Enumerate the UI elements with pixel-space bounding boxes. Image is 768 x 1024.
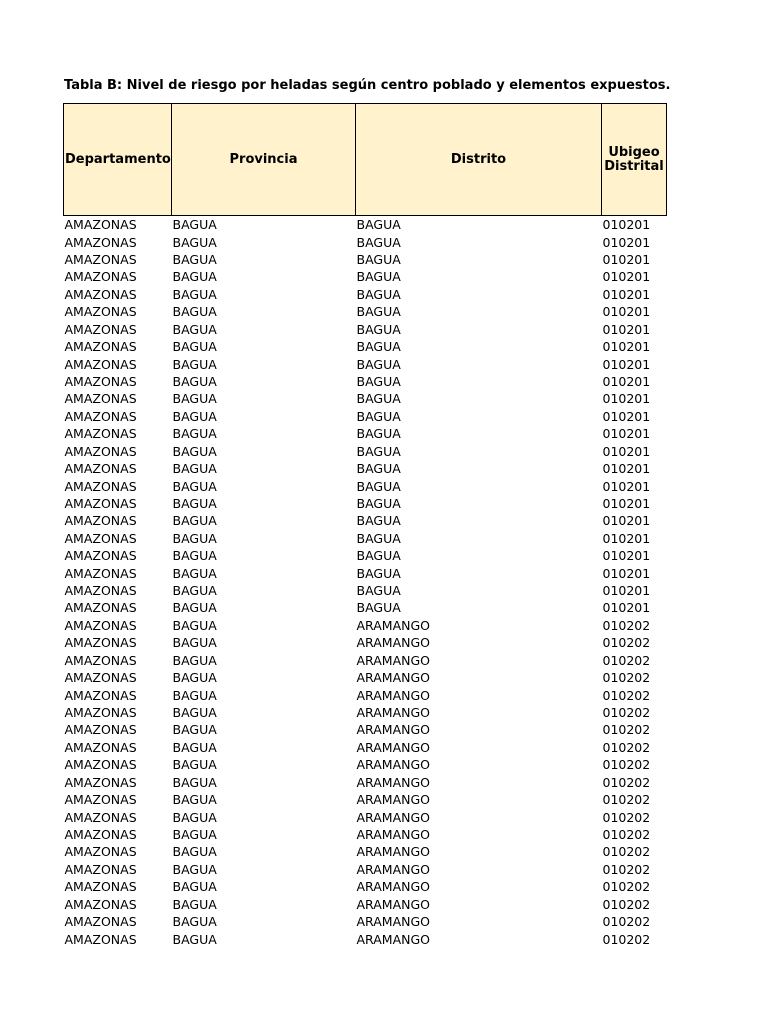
- cell-ubigeo: 010202: [602, 635, 651, 651]
- cell-distrito: BAGUA: [356, 461, 401, 477]
- cell-provincia: BAGUA: [172, 652, 217, 668]
- cell-ubigeo: 010201: [602, 443, 651, 459]
- cell-distrito: BAGUA: [356, 339, 401, 355]
- cell-distrito: ARAMANGO: [356, 896, 430, 912]
- cell-departamento: AMAZONAS: [64, 269, 137, 285]
- cell-provincia: BAGUA: [172, 914, 217, 930]
- cell-provincia: BAGUA: [172, 809, 217, 825]
- cell-departamento: AMAZONAS: [64, 687, 137, 703]
- cell-departamento: AMAZONAS: [64, 391, 137, 407]
- table-row: [64, 704, 667, 721]
- cell-departamento: AMAZONAS: [64, 548, 137, 564]
- cell-departamento: AMAZONAS: [64, 513, 137, 529]
- cell-ubigeo: 010201: [602, 548, 651, 564]
- header-ubigeo: Ubigeo Distrital: [602, 104, 667, 216]
- cell-distrito: BAGUA: [356, 304, 401, 320]
- header-departamento: Departamento: [64, 104, 172, 216]
- cell-distrito: ARAMANGO: [356, 635, 430, 651]
- table-row: [64, 808, 667, 825]
- cell-distrito: BAGUA: [356, 513, 401, 529]
- cell-provincia: BAGUA: [172, 495, 217, 511]
- cell-departamento: AMAZONAS: [64, 757, 137, 773]
- table-row: [64, 303, 667, 320]
- cell-distrito: ARAMANGO: [356, 792, 430, 808]
- cell-provincia: BAGUA: [172, 705, 217, 721]
- cell-distrito: BAGUA: [356, 217, 401, 233]
- cell-departamento: AMAZONAS: [64, 914, 137, 930]
- cell-provincia: BAGUA: [172, 617, 217, 633]
- cell-distrito: BAGUA: [356, 548, 401, 564]
- cell-provincia: BAGUA: [172, 757, 217, 773]
- table-row: [64, 686, 667, 703]
- table-row: [64, 599, 667, 616]
- cell-ubigeo: 010201: [602, 269, 651, 285]
- table-row: [64, 390, 667, 407]
- cell-departamento: AMAZONAS: [64, 304, 137, 320]
- cell-departamento: AMAZONAS: [64, 652, 137, 668]
- cell-provincia: BAGUA: [172, 286, 217, 302]
- cell-distrito: BAGUA: [356, 565, 401, 581]
- cell-departamento: AMAZONAS: [64, 426, 137, 442]
- table-row: [64, 861, 667, 878]
- cell-provincia: BAGUA: [172, 879, 217, 895]
- cell-provincia: BAGUA: [172, 670, 217, 686]
- cell-departamento: AMAZONAS: [64, 600, 137, 616]
- cell-ubigeo: 010201: [602, 530, 651, 546]
- cell-ubigeo: 010201: [602, 252, 651, 268]
- cell-provincia: BAGUA: [172, 931, 217, 947]
- cell-distrito: BAGUA: [356, 374, 401, 389]
- cell-provincia: BAGUA: [172, 774, 217, 790]
- header-provincia: Provincia: [172, 104, 356, 216]
- cell-provincia: BAGUA: [172, 304, 217, 320]
- cell-provincia: BAGUA: [172, 548, 217, 564]
- cell-provincia: BAGUA: [172, 722, 217, 738]
- table-row: [64, 338, 667, 355]
- cell-departamento: AMAZONAS: [64, 461, 137, 477]
- cell-provincia: BAGUA: [172, 844, 217, 860]
- table-row: [64, 721, 667, 738]
- cell-departamento: AMAZONAS: [64, 583, 137, 599]
- cell-distrito: BAGUA: [356, 234, 401, 250]
- cell-distrito: BAGUA: [356, 269, 401, 285]
- cell-ubigeo: 010201: [602, 304, 651, 320]
- table-header-row: [64, 104, 667, 216]
- risk-table: [63, 103, 667, 948]
- cell-ubigeo: 010202: [602, 879, 651, 895]
- cell-ubigeo: 010201: [602, 426, 651, 442]
- table-body: [64, 216, 667, 948]
- table-row: [64, 216, 667, 234]
- cell-distrito: ARAMANGO: [356, 670, 430, 686]
- table-row: [64, 530, 667, 547]
- cell-ubigeo: 010202: [602, 896, 651, 912]
- cell-distrito: BAGUA: [356, 356, 401, 372]
- table-row: [64, 442, 667, 459]
- cell-distrito: ARAMANGO: [356, 931, 430, 947]
- table-row: [64, 756, 667, 773]
- cell-departamento: AMAZONAS: [64, 286, 137, 302]
- cell-departamento: AMAZONAS: [64, 809, 137, 825]
- cell-ubigeo: 010201: [602, 234, 651, 250]
- table-row: [64, 634, 667, 651]
- cell-distrito: BAGUA: [356, 478, 401, 494]
- cell-distrito: BAGUA: [356, 583, 401, 599]
- table-row: [64, 774, 667, 791]
- cell-distrito: ARAMANGO: [356, 705, 430, 721]
- cell-ubigeo: 010201: [602, 600, 651, 616]
- cell-ubigeo: 010202: [602, 617, 651, 633]
- table-row: [64, 373, 667, 390]
- cell-ubigeo: 010202: [602, 931, 651, 947]
- cell-ubigeo: 010202: [602, 826, 651, 842]
- table-row: [64, 895, 667, 912]
- table-row: [64, 617, 667, 634]
- cell-departamento: AMAZONAS: [64, 635, 137, 651]
- cell-ubigeo: 010201: [602, 286, 651, 302]
- cell-departamento: AMAZONAS: [64, 792, 137, 808]
- cell-distrito: ARAMANGO: [356, 617, 430, 633]
- table-row: [64, 233, 667, 250]
- cell-departamento: AMAZONAS: [64, 530, 137, 546]
- cell-ubigeo: 010202: [602, 774, 651, 790]
- cell-provincia: BAGUA: [172, 687, 217, 703]
- cell-distrito: ARAMANGO: [356, 722, 430, 738]
- table-row: [64, 408, 667, 425]
- cell-ubigeo: 010201: [602, 321, 651, 337]
- cell-departamento: AMAZONAS: [64, 861, 137, 877]
- cell-departamento: AMAZONAS: [64, 252, 137, 268]
- table-row: [64, 878, 667, 895]
- table-row: [64, 495, 667, 512]
- cell-distrito: BAGUA: [356, 426, 401, 442]
- cell-ubigeo: 010202: [602, 757, 651, 773]
- cell-ubigeo: 010202: [602, 914, 651, 930]
- table-row: [64, 425, 667, 442]
- cell-provincia: BAGUA: [172, 826, 217, 842]
- cell-ubigeo: 010201: [602, 478, 651, 494]
- cell-distrito: ARAMANGO: [356, 774, 430, 790]
- cell-ubigeo: 010201: [602, 513, 651, 529]
- cell-ubigeo: 010202: [602, 809, 651, 825]
- cell-provincia: BAGUA: [172, 461, 217, 477]
- header-distrito: Distrito: [356, 104, 602, 216]
- table-row: [64, 512, 667, 529]
- cell-distrito: BAGUA: [356, 252, 401, 268]
- table-title: Tabla B: Nivel de riesgo por heladas según centro poblado y elementos expuestos.: [64, 78, 671, 93]
- cell-departamento: AMAZONAS: [64, 739, 137, 755]
- cell-distrito: ARAMANGO: [356, 739, 430, 755]
- cell-departamento: AMAZONAS: [64, 234, 137, 250]
- cell-ubigeo: 010201: [602, 391, 651, 407]
- cell-ubigeo: 010201: [602, 495, 651, 511]
- cell-provincia: BAGUA: [172, 252, 217, 268]
- cell-ubigeo: 010202: [602, 861, 651, 877]
- cell-ubigeo: 010201: [602, 461, 651, 477]
- cell-ubigeo: 010201: [602, 356, 651, 372]
- table-row: [64, 913, 667, 930]
- cell-provincia: BAGUA: [172, 426, 217, 442]
- cell-provincia: BAGUA: [172, 792, 217, 808]
- cell-distrito: BAGUA: [356, 600, 401, 616]
- cell-distrito: ARAMANGO: [356, 757, 430, 773]
- table-row: [64, 930, 667, 947]
- cell-distrito: ARAMANGO: [356, 809, 430, 825]
- table-row: [64, 843, 667, 860]
- cell-ubigeo: 010202: [602, 687, 651, 703]
- cell-departamento: AMAZONAS: [64, 565, 137, 581]
- cell-provincia: BAGUA: [172, 583, 217, 599]
- cell-ubigeo: 010202: [602, 739, 651, 755]
- cell-provincia: BAGUA: [172, 565, 217, 581]
- cell-departamento: AMAZONAS: [64, 670, 137, 686]
- table-row: [64, 321, 667, 338]
- cell-departamento: AMAZONAS: [64, 931, 137, 947]
- cell-ubigeo: 010202: [602, 670, 651, 686]
- cell-ubigeo: 010202: [602, 705, 651, 721]
- cell-departamento: AMAZONAS: [64, 844, 137, 860]
- table-row: [64, 286, 667, 303]
- cell-distrito: BAGUA: [356, 530, 401, 546]
- cell-ubigeo: 010201: [602, 565, 651, 581]
- table-row: [64, 251, 667, 268]
- table-row: [64, 477, 667, 494]
- table-row: [64, 826, 667, 843]
- table-row: [64, 564, 667, 581]
- cell-distrito: ARAMANGO: [356, 861, 430, 877]
- cell-provincia: BAGUA: [172, 269, 217, 285]
- table-row: [64, 355, 667, 372]
- cell-departamento: AMAZONAS: [64, 774, 137, 790]
- cell-provincia: BAGUA: [172, 234, 217, 250]
- cell-distrito: BAGUA: [356, 408, 401, 424]
- cell-provincia: BAGUA: [172, 217, 217, 233]
- cell-provincia: BAGUA: [172, 356, 217, 372]
- cell-departamento: AMAZONAS: [64, 356, 137, 372]
- cell-ubigeo: 010201: [602, 339, 651, 355]
- cell-provincia: BAGUA: [172, 391, 217, 407]
- cell-departamento: AMAZONAS: [64, 478, 137, 494]
- cell-distrito: BAGUA: [356, 321, 401, 337]
- cell-departamento: AMAZONAS: [64, 321, 137, 337]
- cell-distrito: ARAMANGO: [356, 844, 430, 860]
- cell-distrito: BAGUA: [356, 391, 401, 407]
- table-row: [64, 739, 667, 756]
- cell-departamento: AMAZONAS: [64, 705, 137, 721]
- cell-departamento: AMAZONAS: [64, 443, 137, 459]
- table-row: [64, 460, 667, 477]
- table-row: [64, 582, 667, 599]
- table-row: [64, 268, 667, 285]
- cell-provincia: BAGUA: [172, 600, 217, 616]
- cell-provincia: BAGUA: [172, 513, 217, 529]
- cell-departamento: AMAZONAS: [64, 217, 137, 233]
- cell-departamento: AMAZONAS: [64, 617, 137, 633]
- cell-ubigeo: 010202: [602, 844, 651, 860]
- cell-distrito: BAGUA: [356, 495, 401, 511]
- cell-provincia: BAGUA: [172, 478, 217, 494]
- cell-distrito: BAGUA: [356, 443, 401, 459]
- cell-departamento: AMAZONAS: [64, 896, 137, 912]
- table-row: [64, 547, 667, 564]
- cell-ubigeo: 010201: [602, 408, 651, 424]
- cell-provincia: BAGUA: [172, 861, 217, 877]
- cell-departamento: AMAZONAS: [64, 826, 137, 842]
- cell-provincia: BAGUA: [172, 374, 217, 389]
- cell-provincia: BAGUA: [172, 443, 217, 459]
- cell-distrito: ARAMANGO: [356, 826, 430, 842]
- cell-ubigeo: 010201: [602, 583, 651, 599]
- cell-ubigeo: 010201: [602, 217, 651, 233]
- table-row: [64, 669, 667, 686]
- cell-ubigeo: 010202: [602, 722, 651, 738]
- cell-provincia: BAGUA: [172, 408, 217, 424]
- cell-provincia: BAGUA: [172, 635, 217, 651]
- cell-departamento: AMAZONAS: [64, 722, 137, 738]
- cell-provincia: BAGUA: [172, 530, 217, 546]
- table-row: [64, 652, 667, 669]
- cell-ubigeo: 010202: [602, 792, 651, 808]
- table-row: [64, 791, 667, 808]
- cell-provincia: BAGUA: [172, 739, 217, 755]
- cell-departamento: AMAZONAS: [64, 339, 137, 355]
- cell-provincia: BAGUA: [172, 321, 217, 337]
- cell-departamento: AMAZONAS: [64, 879, 137, 895]
- cell-ubigeo: 010201: [602, 374, 651, 389]
- cell-provincia: BAGUA: [172, 339, 217, 355]
- cell-departamento: AMAZONAS: [64, 495, 137, 511]
- cell-distrito: ARAMANGO: [356, 914, 430, 930]
- cell-provincia: BAGUA: [172, 896, 217, 912]
- cell-departamento: AMAZONAS: [64, 374, 137, 389]
- cell-ubigeo: 010202: [602, 652, 651, 668]
- cell-distrito: ARAMANGO: [356, 687, 430, 703]
- cell-distrito: BAGUA: [356, 286, 401, 302]
- cell-distrito: ARAMANGO: [356, 652, 430, 668]
- cell-departamento: AMAZONAS: [64, 408, 137, 424]
- cell-distrito: ARAMANGO: [356, 879, 430, 895]
